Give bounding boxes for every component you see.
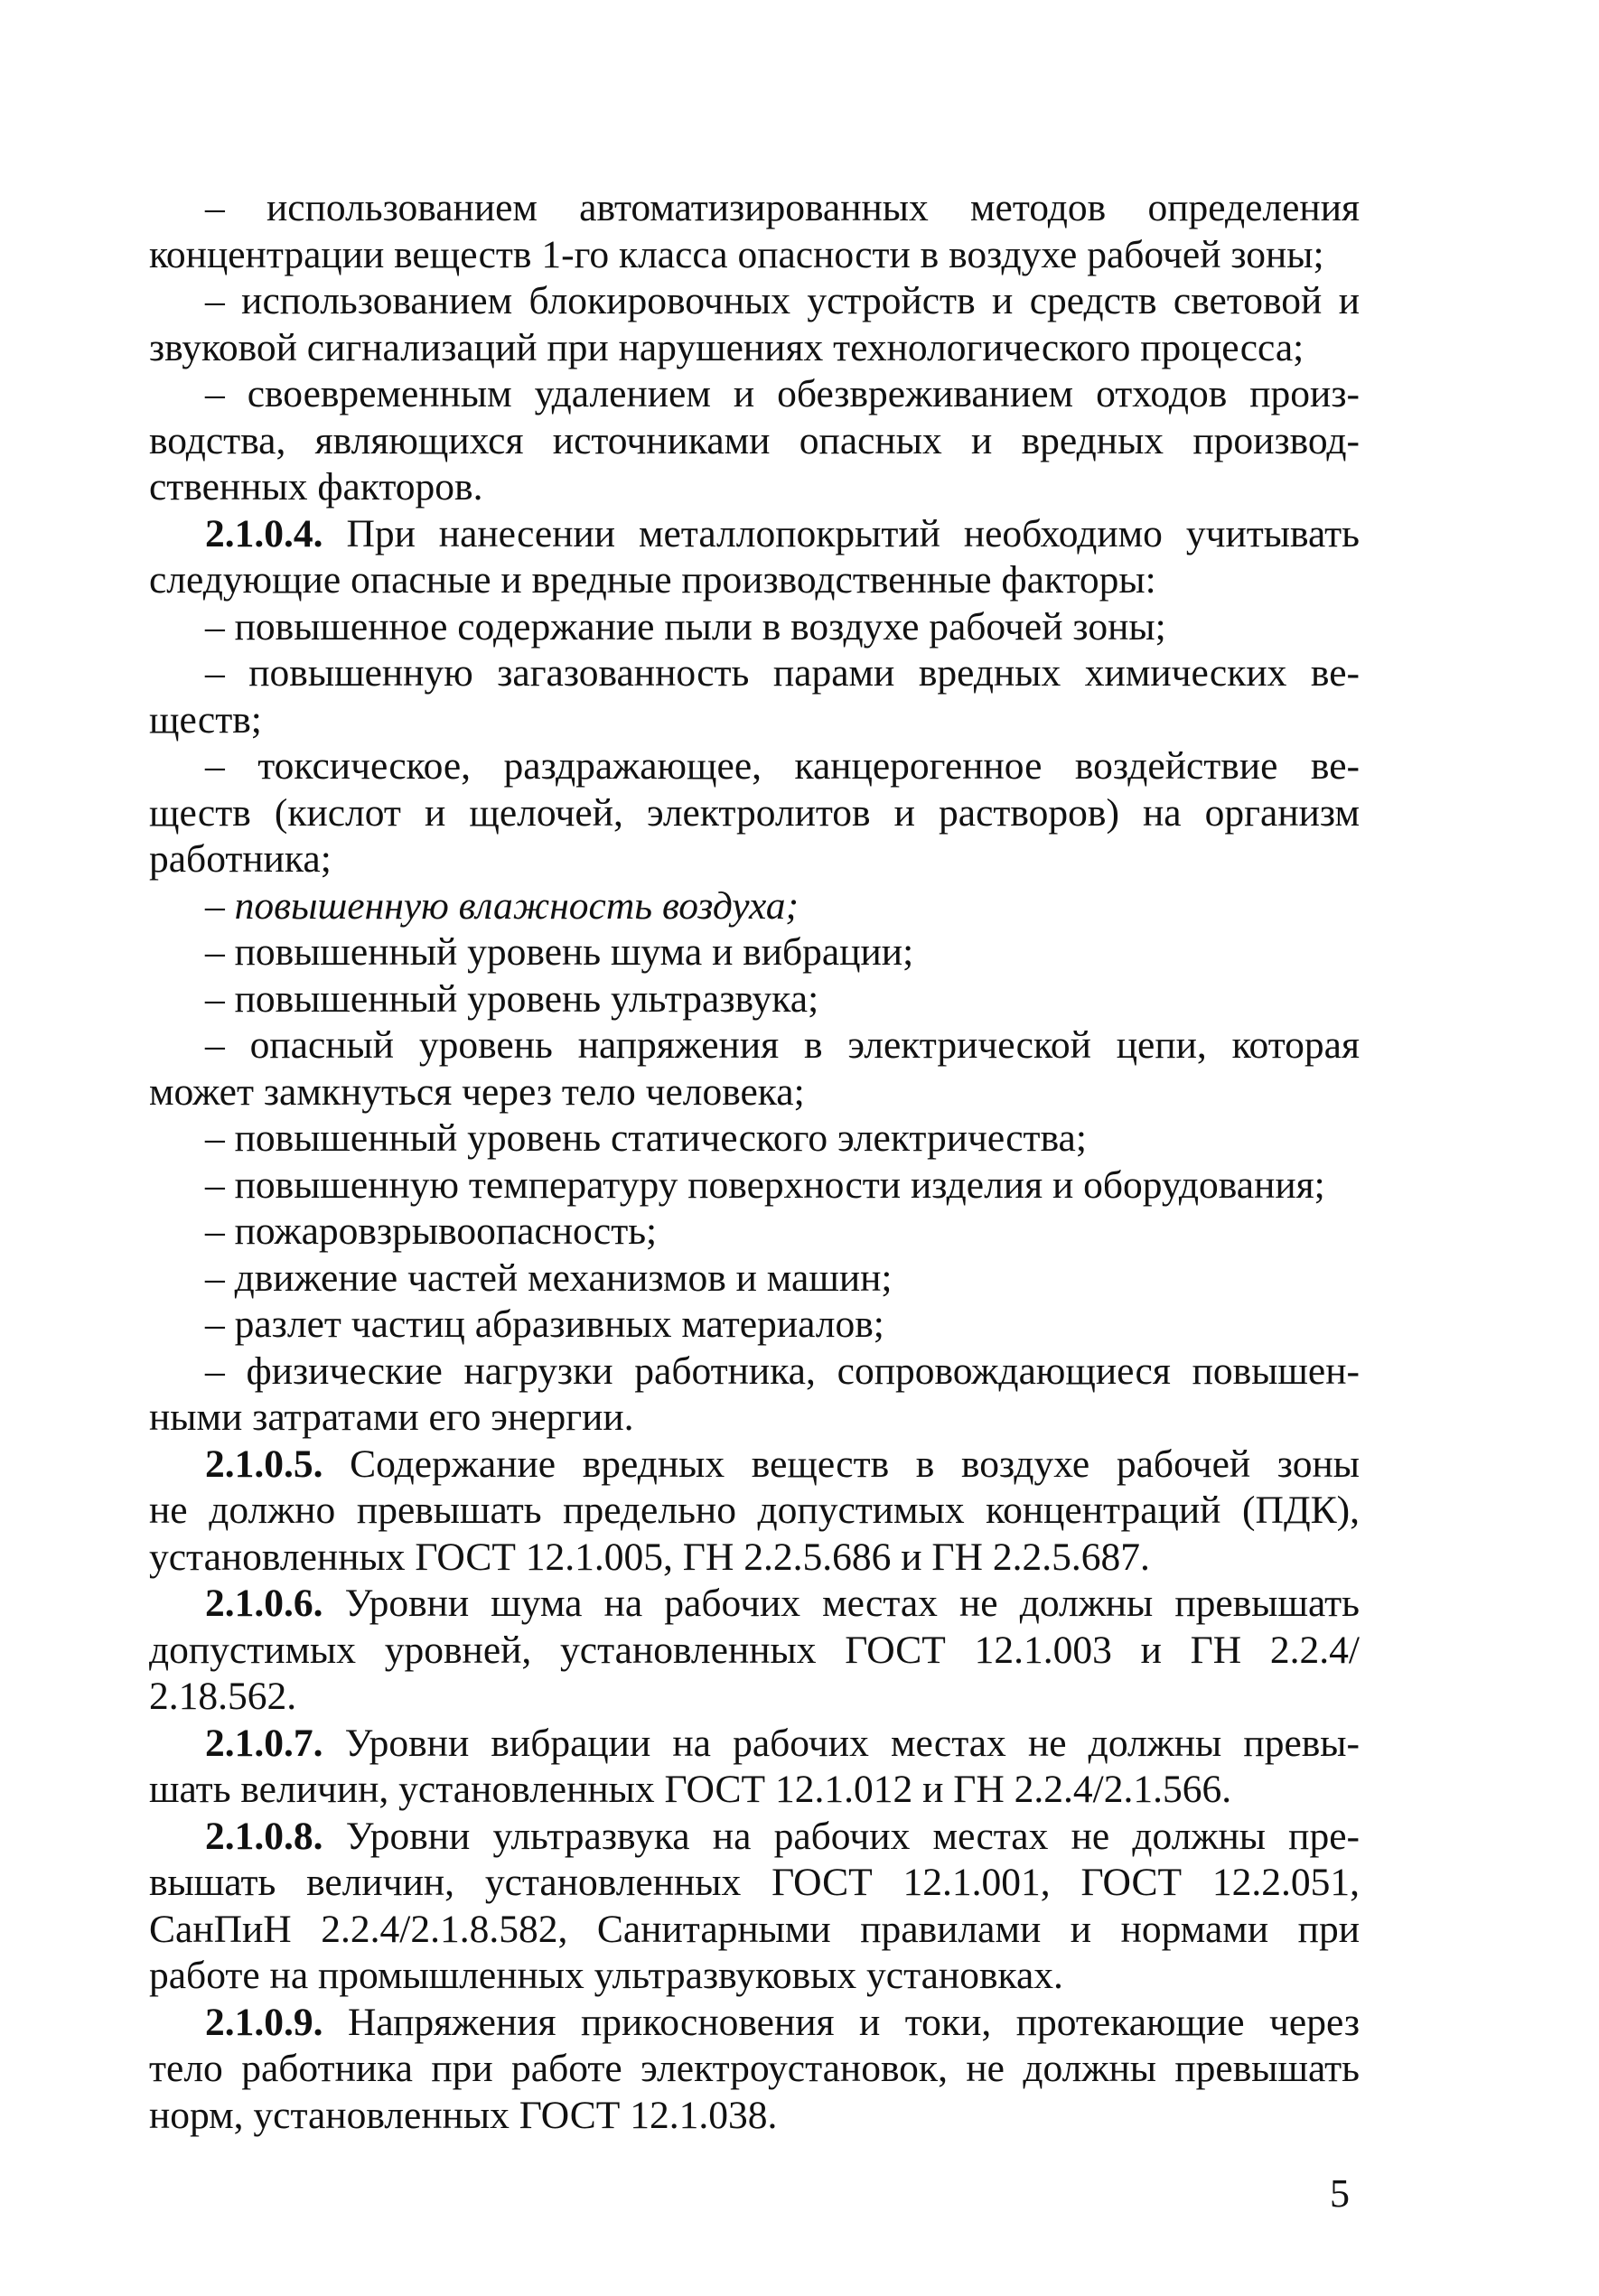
text-line: – повышенный уровень статического электричества; [205, 1116, 1087, 1160]
page-body [149, 185, 1360, 2139]
clause-2-1-0-9 [149, 2000, 1360, 2140]
text-line [149, 511, 1360, 558]
text-line: – повышенную влажность воздуха; [205, 883, 799, 928]
text-line: – повышенное содержание пыли в воздухе рабочей зоны; [205, 604, 1166, 649]
text-line: – разлет частиц абразивных материалов; [205, 1302, 884, 1346]
clause-2-1-0-7 [149, 1721, 1360, 1814]
list-item [149, 185, 1360, 278]
text-line: норм, установленных ГОСТ 12.1.038. [149, 2093, 778, 2137]
clause-2-1-0-4 [149, 511, 1360, 604]
text-line: тело работника при работе электроустановок, не должны превышать [149, 2047, 1360, 2090]
clause-number: 2.1.0.9. [205, 2000, 323, 2044]
text-line: допустимых уровней, установленных ГОСТ 12.1.003 и ГН 2.2.4/ [149, 1628, 1360, 1672]
list-item [149, 1022, 1360, 1115]
text-line: 2.18.562. [149, 1675, 297, 1718]
clause-text: Уровни шума на рабочих местах не должны превышать [344, 1582, 1360, 1625]
text-line: звуковой сигнализаций при нарушениях технологического процесса; [149, 325, 1304, 369]
clause-text: Содержание вредных веществ в воздухе рабочей зоны [350, 1442, 1360, 1486]
text-line: – повышенный уровень ультразвука; [205, 976, 819, 1021]
text-line: ственных факторов. [149, 465, 483, 509]
clause-2-1-0-8 [149, 1814, 1360, 2000]
clause-text: При нанесении металлопокрытий необходимо учитывать [346, 511, 1361, 555]
text-line: СанПиН 2.2.4/2.1.8.582, Санитарными правилами и нормами при [149, 1907, 1360, 1951]
text-line [149, 2000, 1360, 2047]
list-item [149, 1209, 1360, 1255]
text-line: ществ; [149, 697, 262, 742]
list-item [149, 1255, 1360, 1302]
clause-text: Уровни ультразвука на рабочих местах не должны пре- [345, 1814, 1360, 1858]
list-item [149, 976, 1360, 1023]
list-item [149, 650, 1360, 743]
list-item [149, 604, 1360, 651]
text-line [149, 1581, 1360, 1628]
text-line: – пожаровзрывоопасность; [205, 1209, 658, 1253]
clause-2-1-0-5 [149, 1442, 1360, 1582]
list-item [149, 883, 1360, 930]
text-line: водства, являющихся источниками опасных и вредных производ- [149, 418, 1360, 462]
text-line: работе на промышленных ультразвуковых установках. [149, 1954, 1063, 1997]
list-item [149, 1302, 1360, 1349]
text-line: вышать величин, установленных ГОСТ 12.1.001, ГОСТ 12.2.051, [149, 1861, 1360, 1904]
clause-number: 2.1.0.4. [205, 511, 323, 555]
text-line [149, 1721, 1360, 1768]
list-item [149, 1115, 1360, 1162]
text-line: – токсическое, раздражающее, канцерогенное воздействие ве- [205, 744, 1360, 788]
text-line: – использованием блокировочных устройств и средств световой и [205, 279, 1360, 322]
list-item [149, 743, 1360, 883]
text-line: шать величин, установленных ГОСТ 12.1.012 и ГН 2.2.4/2.1.566. [149, 1768, 1232, 1811]
list-item [149, 929, 1360, 976]
text-line: следующие опасные и вредные производственные факторы: [149, 558, 1156, 602]
text-line: ными затратами его энергии. [149, 1395, 634, 1439]
clause-number: 2.1.0.5. [205, 1442, 323, 1486]
text-line: – повышенную температуру поверхности изделия и оборудования; [205, 1162, 1325, 1207]
text-line: ществ (кислот и щелочей, электролитов и растворов) на организм [149, 790, 1360, 835]
list-item [149, 278, 1360, 371]
text-line: – использованием автоматизированных методов определения [205, 186, 1360, 229]
text-line: – опасный уровень напряжения в электрической цепи, которая [205, 1023, 1360, 1067]
text-line: – повышенный уровень шума и вибрации; [205, 930, 914, 974]
clause-number: 2.1.0.8. [205, 1814, 323, 1858]
text-line [149, 1814, 1360, 1861]
text-line: – физические нагрузки работника, сопровождающиеся повышен- [205, 1349, 1360, 1393]
text-line: установленных ГОСТ 12.1.005, ГН 2.2.5.686 и ГН 2.2.5.687. [149, 1535, 1150, 1579]
text-line: – повышенную загазованность парами вредных химических ве- [205, 651, 1360, 695]
text-line: работника; [149, 837, 332, 881]
list-item [149, 371, 1360, 511]
clause-text: Уровни вибрации на рабочих местах не должны превы- [344, 1721, 1360, 1765]
text-line [149, 1442, 1360, 1489]
text-line: может замкнуться через тело человека; [149, 1069, 805, 1114]
list-item [149, 1349, 1360, 1442]
clause-text: Напряжения прикосновения и токи, протекающие через [347, 2000, 1361, 2044]
text-line: не должно превышать предельно допустимых концентраций (ПДК), [149, 1489, 1360, 1532]
clause-number: 2.1.0.7. [205, 1721, 323, 1765]
text-line: – своевременным удалением и обезвреживанием отходов произ- [205, 372, 1360, 415]
clause-number: 2.1.0.6. [205, 1582, 323, 1625]
page-number: 5 [1330, 2171, 1350, 2216]
list-item [149, 1162, 1360, 1209]
text-line: – движение частей механизмов и машин; [205, 1255, 893, 1300]
text-line: концентрации веществ 1-го класса опасности в воздухе рабочей зоны; [149, 232, 1324, 276]
clause-2-1-0-6 [149, 1581, 1360, 1721]
